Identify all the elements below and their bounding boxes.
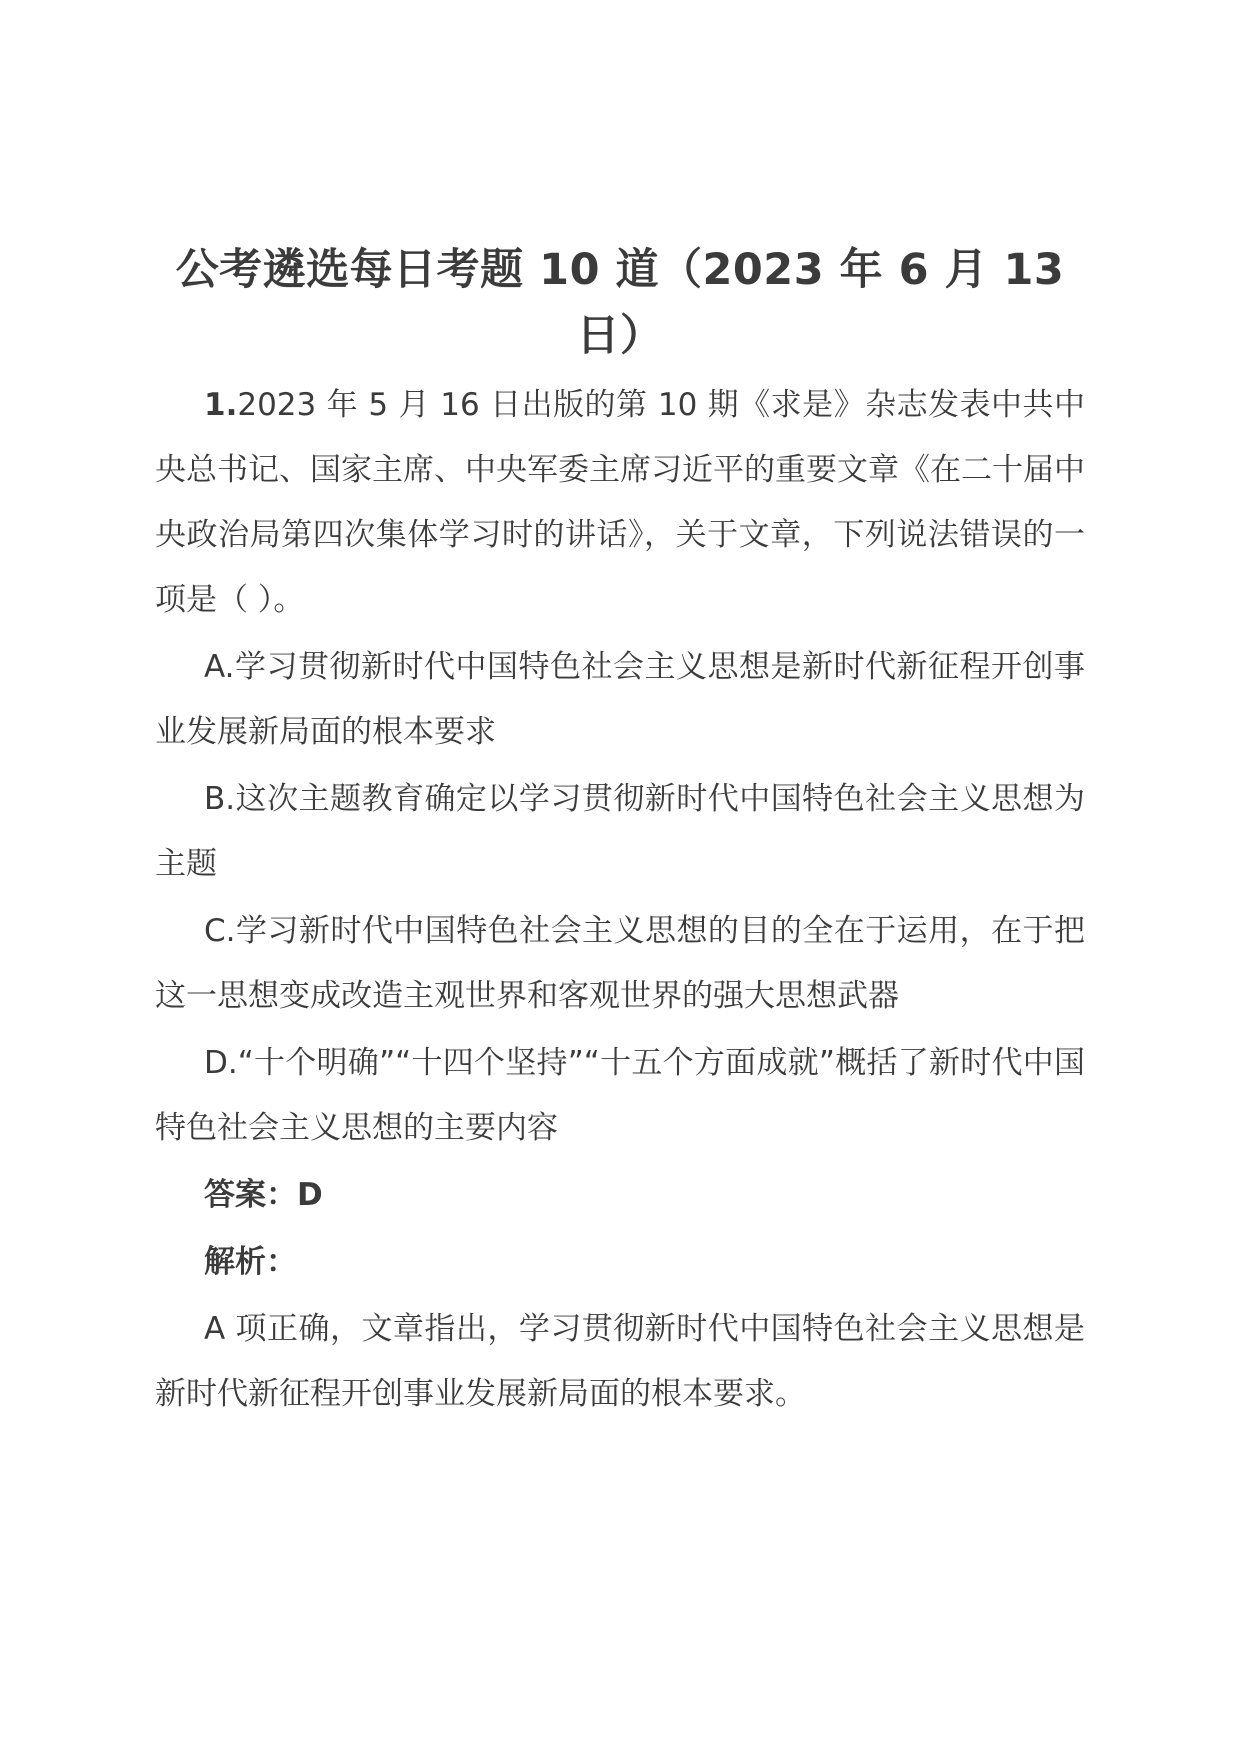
option-d: D.“十个明确”“十四个坚持”“十五个方面成就”概括了新时代中国特色社会主义思想的主要内容 <box>155 1045 1085 1146</box>
question-number: 1. <box>204 387 238 423</box>
option-b: B.这次主题教育确定以学习贯彻新时代中国特色社会主义思想为主题 <box>155 781 1085 882</box>
document-body <box>155 237 1085 1427</box>
option-a: A.学习贯彻新时代中国特色社会主义思想是新时代新征程开创事业发展新局面的根本要求 <box>155 649 1085 750</box>
document-title: 公考遴选每日考题 10 道（2023 年 6 月 13 日） <box>175 245 1065 361</box>
question-stem <box>155 373 1085 633</box>
answer-line: 答案：D <box>204 1177 323 1213</box>
analysis-text: A 项正确，文章指出，学习贯彻新时代中国特色社会主义思想是新时代新征程开创事业发展新局面的根本要求。 <box>155 1311 1085 1412</box>
option-c: C.学习新时代中国特色社会主义思想的目的全在于运用，在于把这一思想变成改造主观世界和客观世界的强大思想武器 <box>155 913 1085 1014</box>
question-stem-text: 2023 年 5 月 16 日出版的第 10 期《求是》杂志发表中共中央总书记、国家主席、中央军委主席习近平的重要文章《在二十届中央政治局第四次集体学习时的讲话》，关于文章，下列说法错误的一项是（ ）。 <box>155 387 1085 618</box>
analysis-label: 解析： <box>204 1244 297 1280</box>
